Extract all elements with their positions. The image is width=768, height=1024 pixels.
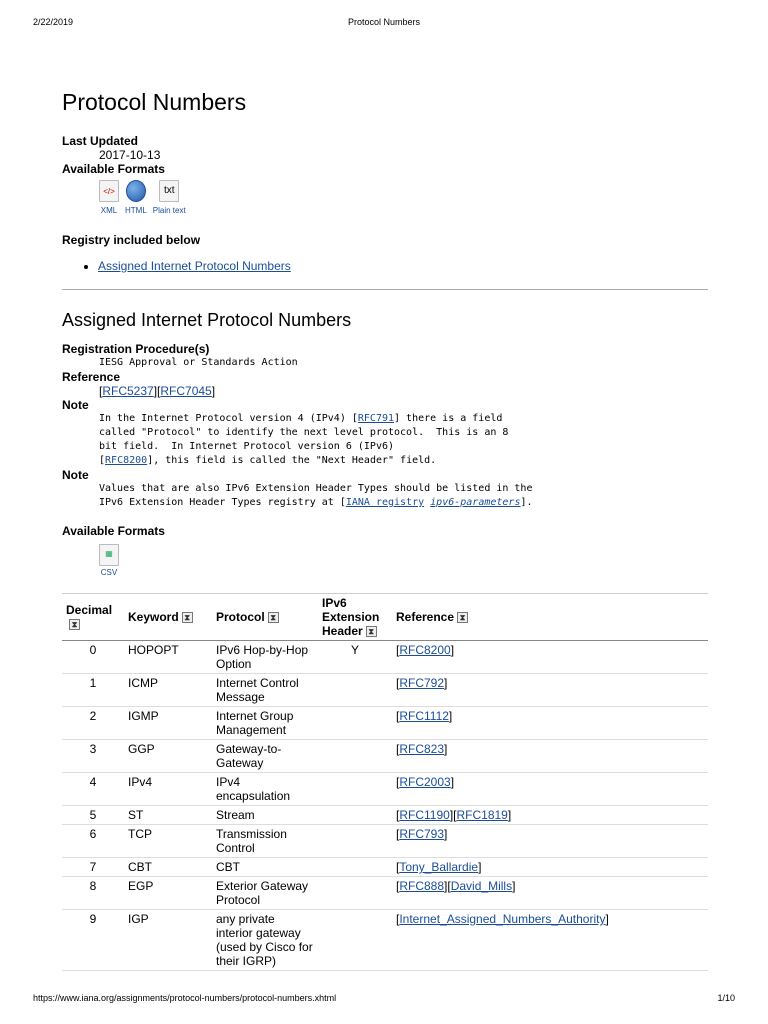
table-row: [62, 858, 708, 877]
keyword-cell: GGP: [124, 740, 212, 773]
decimal-cell: 4: [62, 773, 124, 806]
plain-text-file-icon: txt: [159, 180, 179, 202]
registration-procedure-value: IESG Approval or Standards Action: [99, 357, 298, 368]
col-decimal[interactable]: Decimal ⧗: [62, 594, 124, 641]
ipv6-extension-cell: [318, 910, 392, 971]
section-formats-label: Available Formats: [62, 524, 165, 538]
protocol-cell: Gateway-to-Gateway: [212, 740, 318, 773]
sort-icon[interactable]: ⧗: [366, 626, 377, 637]
note-2-text: Values that are also IPv6 Extension Header Types should be listed in the IPv6 Extension Header Types registry at [IANA registry ipv6-parameters].: [99, 483, 533, 508]
reference-link[interactable]: RFC2003: [399, 775, 451, 789]
col-keyword[interactable]: Keyword ⧗: [124, 594, 212, 641]
keyword-cell: EGP: [124, 877, 212, 910]
keyword-cell: ST: [124, 806, 212, 825]
protocol-cell: IPv4 encapsulation: [212, 773, 318, 806]
keyword-cell: CBT: [124, 858, 212, 877]
decimal-cell: 5: [62, 806, 124, 825]
sort-icon[interactable]: ⧗: [69, 619, 80, 630]
format-csv-link[interactable]: ▦ CSV: [99, 544, 119, 577]
reference-cell: [RFC823]: [392, 740, 708, 773]
page-title: Protocol Numbers: [62, 89, 247, 115]
ref-link-ipv6-parameters[interactable]: ipv6-parameters: [430, 497, 521, 508]
registry-included-label: Registry included below: [62, 233, 201, 247]
note-label: Note: [62, 468, 89, 482]
table-row: [62, 910, 708, 971]
reference-link[interactable]: Tony_Ballardie: [399, 860, 479, 874]
section-title: Assigned Internet Protocol Numbers: [62, 310, 352, 330]
last-updated-label: Last Updated: [62, 134, 139, 148]
reference-link[interactable]: RFC1190: [399, 808, 450, 822]
print-footer: [33, 993, 735, 1003]
protocol-cell: Internet Control Message: [212, 674, 318, 707]
protocol-numbers-table: [62, 593, 708, 971]
ipv6-extension-cell: [318, 877, 392, 910]
page-content: [62, 84, 708, 971]
table-header-row: [62, 594, 708, 641]
sort-icon[interactable]: ⧗: [457, 612, 468, 623]
protocol-cell: Transmission Control: [212, 825, 318, 858]
print-url: https://www.iana.org/assignments/protocol-numbers/protocol-numbers.xhtml: [33, 993, 337, 1003]
registry-list: [62, 259, 708, 273]
ipv6-extension-cell: Y: [318, 641, 392, 674]
xml-file-icon: </>: [99, 180, 119, 202]
csv-file-icon: ▦: [99, 544, 119, 566]
table-row: [62, 641, 708, 674]
reference-label: Reference: [62, 370, 121, 384]
protocol-cell: CBT: [212, 858, 318, 877]
decimal-cell: 6: [62, 825, 124, 858]
format-links: [99, 180, 708, 218]
format-html-link[interactable]: HTML: [125, 180, 147, 218]
protocol-cell: Internet Group Management: [212, 707, 318, 740]
table-row: [62, 806, 708, 825]
reference-cell: [RFC2003]: [392, 773, 708, 806]
table-row: [62, 740, 708, 773]
protocol-cell: IPv6 Hop-by-Hop Option: [212, 641, 318, 674]
print-header: [33, 17, 735, 27]
registry-meta: [62, 134, 708, 218]
keyword-cell: IPv4: [124, 773, 212, 806]
col-protocol[interactable]: Protocol ⧗: [212, 594, 318, 641]
table-row: [62, 877, 708, 910]
keyword-cell: ICMP: [124, 674, 212, 707]
ipv6-extension-cell: [318, 825, 392, 858]
protocol-cell: Stream: [212, 806, 318, 825]
reference-cell: [RFC8200]: [392, 641, 708, 674]
protocol-cell: Exterior Gateway Protocol: [212, 877, 318, 910]
ref-link-rfc791[interactable]: RFC791: [357, 413, 395, 424]
reference-cell: [RFC1112]: [392, 707, 708, 740]
print-date: 2/22/2019: [33, 17, 74, 27]
keyword-cell: TCP: [124, 825, 212, 858]
reference-link[interactable]: RFC8200: [399, 643, 451, 657]
sort-icon[interactable]: ⧗: [268, 612, 279, 623]
section-divider: [62, 289, 708, 290]
keyword-cell: IGMP: [124, 707, 212, 740]
keyword-cell: IGP: [124, 910, 212, 971]
decimal-cell: 8: [62, 877, 124, 910]
ref-link-iana-registry[interactable]: IANA registry: [345, 497, 425, 508]
print-page-number: 1/10: [717, 993, 735, 1003]
ipv6-extension-cell: [318, 674, 392, 707]
decimal-cell: 3: [62, 740, 124, 773]
ref-link-rfc5237[interactable]: RFC5237: [102, 384, 154, 398]
ipv6-extension-cell: [318, 858, 392, 877]
col-ipv6-extension-header[interactable]: IPv6 Extension Header ⧗: [318, 594, 392, 641]
reference-cell: [RFC888][David_Mills]: [392, 877, 708, 910]
decimal-cell: 7: [62, 858, 124, 877]
note-label: Note: [62, 398, 89, 412]
protocol-cell: any private interior gateway (used by Cisco for their IGRP): [212, 910, 318, 971]
table-row: [62, 773, 708, 806]
reference-cell: [RFC792]: [392, 674, 708, 707]
registration-procedure-label: Registration Procedure(s): [62, 342, 210, 356]
reference-link[interactable]: RFC1112: [399, 709, 449, 723]
ipv6-extension-cell: [318, 806, 392, 825]
reference-cell: [RFC1190][RFC1819]: [392, 806, 708, 825]
reference-link[interactable]: RFC1819: [456, 808, 508, 822]
reference-link[interactable]: RFC823: [399, 742, 445, 756]
reference-cell: [RFC793]: [392, 825, 708, 858]
format-xml-link[interactable]: </> XML: [99, 180, 119, 218]
table-row: [62, 707, 708, 740]
sort-icon[interactable]: ⧗: [182, 612, 193, 623]
section-reference: [RFC5237][RFC7045]: [99, 384, 216, 398]
print-title: Protocol Numbers: [347, 17, 421, 27]
ipv6-extension-cell: [318, 740, 392, 773]
html-globe-icon: [126, 180, 146, 202]
last-updated-value: 2017-10-13: [99, 148, 161, 162]
ipv6-extension-cell: [318, 773, 392, 806]
table-row: [62, 674, 708, 707]
col-reference[interactable]: Reference ⧗: [392, 594, 708, 641]
decimal-cell: 0: [62, 641, 124, 674]
ref-link-rfc8200[interactable]: RFC8200: [105, 455, 148, 466]
reference-link[interactable]: RFC888: [399, 879, 445, 893]
reference-link[interactable]: David_Mills: [450, 879, 513, 893]
available-formats-label: Available Formats: [62, 162, 165, 176]
decimal-cell: 9: [62, 910, 124, 971]
reference-link[interactable]: Internet_Assigned_Numbers_Authority: [399, 912, 606, 926]
format-plain-text-link[interactable]: txt Plain text: [153, 180, 186, 218]
registry-link-assigned-numbers[interactable]: Assigned Internet Protocol Numbers: [98, 259, 291, 273]
ref-link-rfc7045[interactable]: RFC7045: [160, 384, 212, 398]
table-row: [62, 825, 708, 858]
list-item: [98, 259, 708, 273]
reference-cell: [Tony_Ballardie]: [392, 858, 708, 877]
note-1-text: In the Internet Protocol version 4 (IPv4) [RFC791] there is a field called "Protocol" to identify the next level protocol. This is an 8 bit field. In Internet Protocol version 6 (IPv6) [RFC8200], this field is called the "Next Header" field.: [99, 413, 509, 466]
decimal-cell: 1: [62, 674, 124, 707]
reference-link[interactable]: RFC792: [399, 676, 445, 690]
section-meta: [62, 342, 708, 538]
ipv6-extension-cell: [318, 707, 392, 740]
decimal-cell: 2: [62, 707, 124, 740]
reference-cell: [Internet_Assigned_Numbers_Authority]: [392, 910, 708, 971]
reference-link[interactable]: RFC793: [399, 827, 445, 841]
keyword-cell: HOPOPT: [124, 641, 212, 674]
